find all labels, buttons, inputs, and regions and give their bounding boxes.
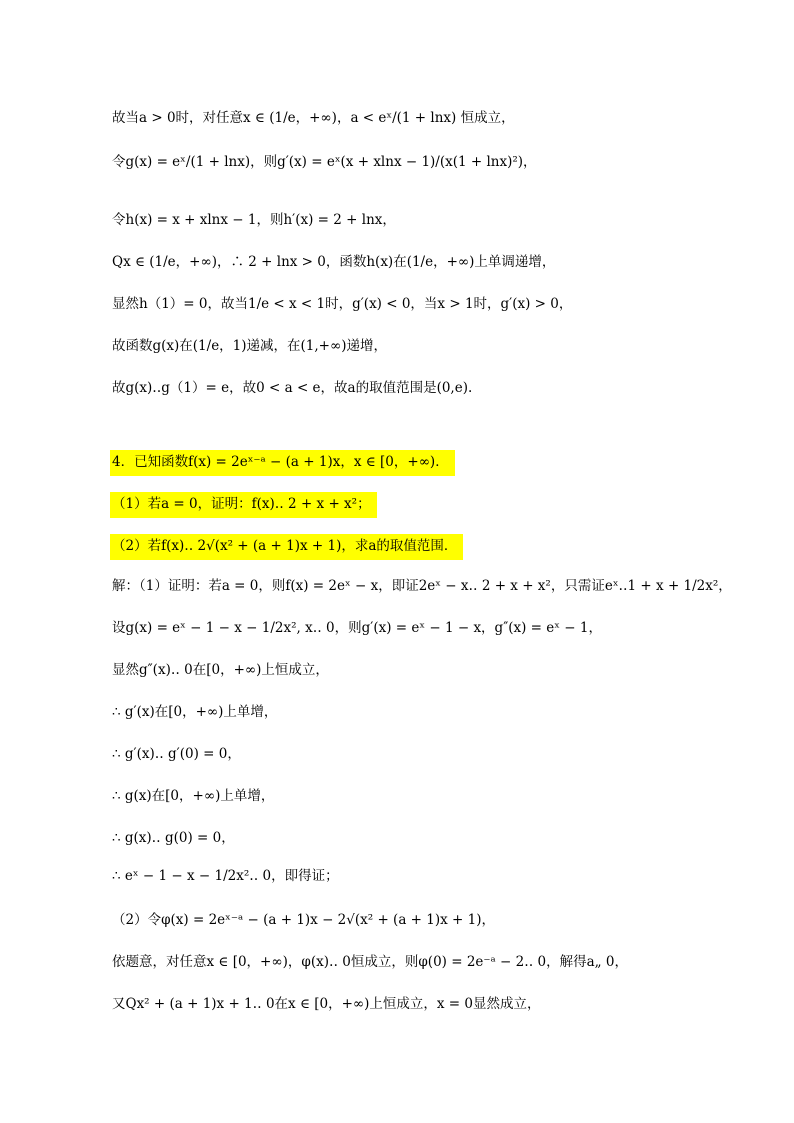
text-line: 故当a > 0时，对任意x ∈ (1/e，+∞)，a < eˣ/(1 + lnx) 恒成立， xyxy=(112,110,515,126)
solution-line: ∴ g′(x)在[0，+∞)上单增， xyxy=(112,704,278,720)
text-line: Qx ∈ (1/e，+∞)，∴ 2 + lnx > 0，函数h(x)在(1/e，+∞)上单调递增， xyxy=(112,254,556,270)
problem-part-1: （1）若a = 0，证明：f(x)‥ 2 + x + x²； xyxy=(110,492,377,518)
problem-part-2: （2）若f(x)‥ 2√(x² + (a + 1)x + 1)，求a的取值范围． xyxy=(110,534,463,560)
solution-line: （2）令φ(x) = 2eˣ⁻ᵃ − (a + 1)x − 2√(x² + (a + 1)x + 1)， xyxy=(112,912,495,928)
text-line: 故g(x)‥g（1）= e，故0 < a < e，故a的取值范围是(0,e). xyxy=(112,380,473,396)
problem-statement: 4．已知函数f(x) = 2eˣ⁻ᵃ − (a + 1)x，x ∈ [0，+∞)． xyxy=(110,450,455,476)
solution-line: ∴ g′(x)‥ g′(0) = 0， xyxy=(112,746,241,762)
solution-line: ∴ g(x)在[0，+∞)上单增， xyxy=(112,788,275,804)
solution-line: ∴ eˣ − 1 − x − 1/2x²‥ 0，即得证； xyxy=(112,868,339,884)
solution-line: 设g(x) = eˣ − 1 − x − 1/2x², x‥ 0，则g′(x) = eˣ − 1 − x，g″(x) = eˣ − 1， xyxy=(112,620,602,636)
solution-line: ∴ g(x)‥ g(0) = 0， xyxy=(112,830,235,846)
solution-line: 显然g″(x)‥ 0在[0，+∞)上恒成立， xyxy=(112,662,329,678)
solution-line: 解：（1）证明：若a = 0，则f(x) = 2eˣ − x，即证2eˣ − x‥ 2 + x + x²，只需证eˣ‥1 + x + 1/2x²， xyxy=(112,578,732,594)
solution-line: 又Qx² + (a + 1)x + 1‥ 0在x ∈ [0，+∞)上恒成立，x = 0显然成立， xyxy=(112,996,541,1012)
text-line: 显然h（1）= 0，故当1/e < x < 1时，g′(x) < 0，当x > 1时，g′(x) > 0， xyxy=(112,296,573,312)
text-line: 令h(x) = x + xlnx − 1，则h′(x) = 2 + lnx， xyxy=(112,212,396,228)
solution-line: 依题意，对任意x ∈ [0，+∞)，φ(x)‥ 0恒成立，则φ(0) = 2e⁻ᵃ − 2‥ 0，解得a„ 0， xyxy=(112,954,629,970)
text-line: 令g(x) = eˣ/(1 + lnx)，则g′(x) = eˣ(x + xlnx − 1)/(x(1 + lnx)²)， xyxy=(112,154,537,170)
text-line: 故函数g(x)在(1/e，1)递减，在(1,+∞)递增， xyxy=(112,338,388,354)
